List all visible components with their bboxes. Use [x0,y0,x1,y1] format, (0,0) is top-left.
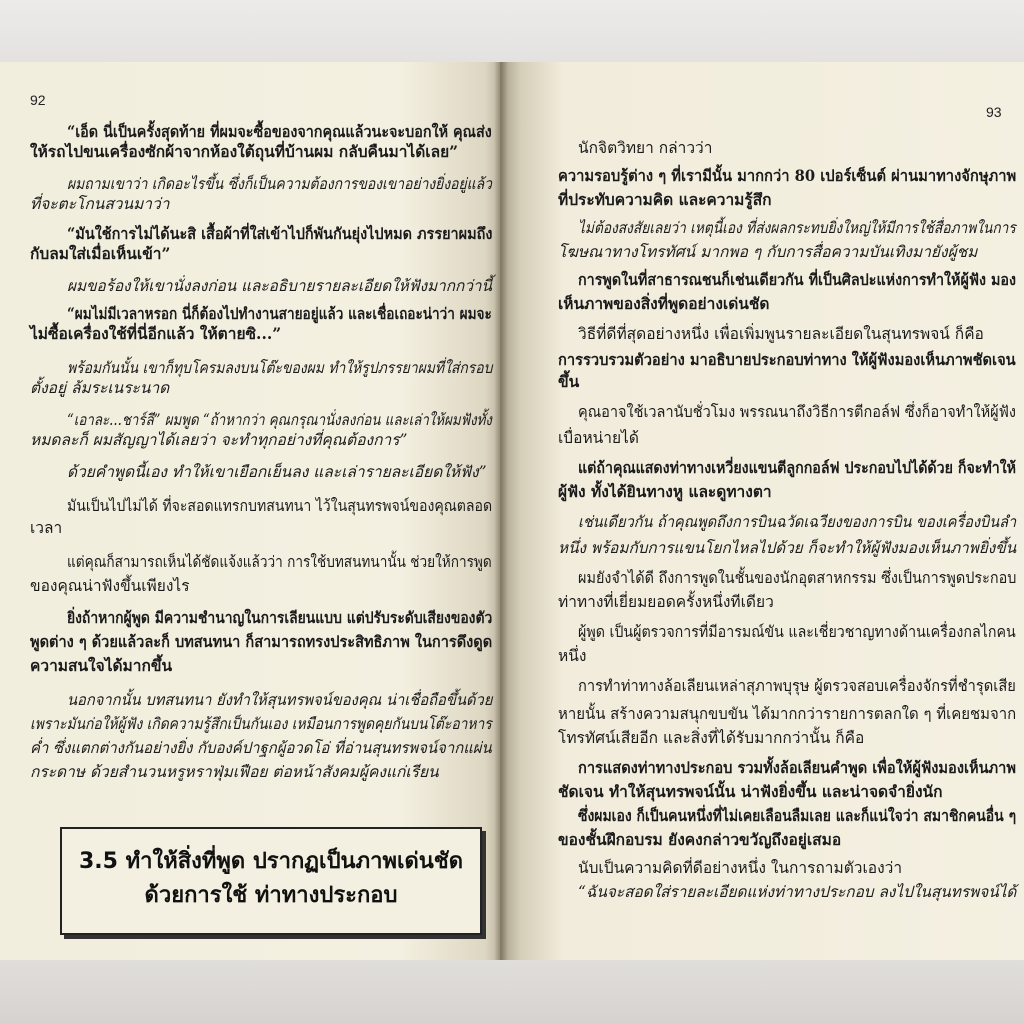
book-gutter [494,62,508,960]
right-text-line: ความรอบรู้ต่าง ๆ ที่เรามีนั้น มากกว่า 80 เปอร์เซ็นต์ ผ่านมาทางจักษุภาพ [558,166,1017,185]
left-text-line: ของคุณน่าฟังขึ้นเพียงไร [30,577,190,595]
left-text-line: เวลา [30,519,63,537]
left-text-line: มันเป็นไปไม่ได้ ที่จะสอดแทรกบทสนทนา ไว้ในสุนทรพจน์ของคุณตลอด [67,497,493,515]
right-text-line: นับเป็นความคิดที่ดีอย่างหนึ่ง ในการถามตัวเองว่า [578,859,903,877]
right-text-line: เบื่อหน่ายได้ [558,429,639,447]
right-text-line: การแสดงท่าทางประกอบ รวมทั้งล้อเลียนคำพูด เพื่อให้ผู้ฟังมองเห็นภาพ [578,758,1017,777]
right-text-line: ซึ่งผมเอง ก็เป็นคนหนึ่งที่ไม่เคยเลือนลืมเลย และก็แน่ใจว่า สมาชิกคนอื่น ๆ [578,806,1017,825]
page-number-right: 93 [986,104,1002,120]
right-text-line: ไม่ต้องสงสัยเลยว่า เหตุนี้เอง ที่ส่งผลกระทบยิ่งใหญ่ให้มีการใช้สื่อภาพในการ [578,219,1016,237]
left-text-line: ตั้งอยู่ ล้มระเนระนาด [30,379,170,397]
right-text-line: ผู้พูด เป็นผู้ตรวจการที่มีอารมณ์ขัน และเชี่ยวชาญทางด้านเครื่องกลไกคน [578,623,1016,641]
table-surface-bottom [0,960,1024,1024]
left-text-line: ผมขอร้องให้เขานั่งลงก่อน และอธิบายรายละเอียดให้ฟังมากกว่านี้ [67,277,492,295]
right-text-line: โทรทัศน์เสียอีก และสิ่งที่ได้รับมากกว่านั้น ก็คือ [558,729,865,747]
right-text-line: ท่าทางที่เยี่ยมยอดครั้งหนึ่งทีเดียว [558,593,774,611]
table-surface-top [0,0,1024,62]
left-text-line: ผมถามเขาว่า เกิดอะไรขึ้น ซึ่งก็เป็นความต้องการของเขาอย่างยิ่งอยู่แล้ว [67,175,492,193]
left-text-line: “เอาละ...ชาร์ลี” ผมพูด “ถ้าหากว่า คุณกรุณานั่งลงก่อน และเล่าให้ผมฟังทั้ง [67,411,492,429]
right-text-line: การทำท่าทางล้อเลียนเหล่าสุภาพบุรุษ ผู้ตรวจสอบเครื่องจักรที่ชำรุดเสีย [578,677,1016,695]
right-text-line: หนึ่ง [558,647,587,665]
right-text-line: ที่ประทับความคิด และความรู้สึก [558,190,772,209]
left-page [0,62,500,960]
right-text-line: การรวบรวมตัวอย่าง มาอธิบายประกอบท่าทาง ให้ผู้ฟังมองเห็นภาพชัดเจน [558,350,1016,369]
right-text-line: ผมยังจำได้ดี ถึงการพูดในชั้นของนักอุตสาหกรรม ซึ่งเป็นการพูดประกอบ [578,569,1017,587]
right-text-line: ชัดเจน ทำให้สุนทรพจน์นั้น น่าฟังยิ่งขึ้น และน่าจดจำยิ่งนัก [558,782,943,801]
right-text-line: วิธีที่ดีที่สุดอย่างหนึ่ง เพื่อเพิ่มพูนรายละเอียดในสุนทรพจน์ ก็คือ [578,325,984,343]
right-text-line: โฆษณาทางโทรทัศน์ มากพอ ๆ กับการสื่อความบันเทิงมายังผู้ชม [558,243,978,261]
left-text-line: “เอ็ด นี่เป็นครั้งสุดท้าย ที่ผมจะซื้อของจากคุณแล้วนะจะบอกให้ คุณส่ง [67,122,492,141]
left-text-line: ยิ่งถ้าหากผู้พูด มีความชำนาญในการเลียนแบบ แต่ปรับระดับเสียงของตัว [67,608,493,627]
right-text-line: ผู้ฟัง ทั้งได้ยินทางหู และดูทางตา [558,482,772,501]
section-heading-line-2: ด้วยการใช้ ท่าทางประกอบ [144,883,398,908]
right-text-line: ของชั้นฝึกอบรม ยังคงกล่าวขวัญถึงอยู่เสมอ [558,830,842,849]
left-text-line: “มันใช้การไม่ได้นะสิ เสื้อผ้าที่ใส่เข้าไปก็พันกันยุ่งไปหมด ภรรยาผมถึง [67,224,493,243]
right-text-line: คุณอาจใช้เวลานับชั่วโมง พรรณนาถึงวิธีการตีกอล์ฟ ซึ่งก็อาจทำให้ผู้ฟัง [578,403,1017,421]
section-heading-line-1: 3.5 ทำให้สิ่งที่พูด ปรากฏเป็นภาพเด่นชัด [78,849,464,874]
right-text-line: หนึ่ง พร้อมกับการแขนโยกไหลไปด้วย ก็จะทำให้ผู้ฟังมองเห็นภาพยิ่งขึ้น [558,539,1017,557]
left-text-line: ที่จะตะโกนสวนมาว่า [30,195,170,213]
right-text-line: เช่นเดียวกัน ถ้าคุณพูดถึงการบินฉวัดเฉวียงของการบิน ของเครื่องบินลำ [578,513,1017,531]
left-text-line: นอกจากนั้น บทสนทนา ยังทำให้สุนทรพจน์ของคุณ น่าเชื่อถือขึ้นด้วย [67,691,493,709]
left-text-line: พูดต่าง ๆ ด้วยแล้วละก็ บทสนทนา ก็สามารถทรงประสิทธิภาพ ในการดึงดูด [30,632,493,651]
right-text-line: “ฉันจะสอดใส่รายละเอียดแห่งท่าทางประกอบ ลงไปในสุนทรพจน์ได้ [578,883,1017,901]
left-text-line: ให้รถไปขนเครื่องซักผ้าจากห้องใต้ถุนที่บ้านผม กลับคืนมาได้เลย” [30,142,459,161]
right-text-line: นักจิตวิทยา กล่าวว่า [578,139,713,157]
left-text-line: ค่ำ ซึ่งแตกต่างกันอย่างยิ่ง กับองค์ปาฐกผู้อวดโอ่ ที่อ่านสุนทรพจน์จากแผ่น [30,739,492,757]
left-text-line: ความสนใจได้มากขึ้น [30,656,173,675]
section-heading-box [60,827,482,935]
left-text-line: หมดละก็ ผมสัญญาได้เลยว่า จะทำทุกอย่างที่คุณต้องการ” [30,431,408,449]
left-text-line: กระดาษ ด้วยสำนวนหรูหราฟุ่มเฟือย ต่อหน้าสังคมผู้คงแก่เรียน [30,763,439,781]
right-text-line: หายนั้น สร้างความสนุกขบขัน ได้มากกว่ารายการตลกใด ๆ ที่เคยชมจาก [558,705,1017,723]
right-text-line: การพูดในที่สาธารณชนก็เช่นเดียวกัน ที่เป็นศิลปะแห่งการทำให้ผู้ฟัง มอง [578,270,1016,289]
right-page [500,62,1024,960]
left-text-line: “ผมไม่มีเวลาหรอก นี่ก็ต้องไปทำงานสายอยู่แล้ว และเชื่อเถอะน่าว่า ผมจะ [67,304,492,323]
right-text-line: แต่ถ้าคุณแสดงท่าทางเหวี่ยงแขนตีลูกกอล์ฟ ประกอบไปได้ด้วย ก็จะทำให้ [578,458,1017,477]
left-text-line: เพราะมันก่อให้ผู้ฟัง เกิดความรู้สึกเป็นกันเอง เหมือนการพูดคุยกันบนโต๊ะอาหาร [30,715,492,733]
left-text-line: แต่คุณก็สามารถเห็นได้ชัดแจ้งแล้วว่า การใช้บทสนทนานั้น ช่วยให้การพูด [67,553,492,571]
page-number-left: 92 [30,92,46,108]
right-text-line: เห็นภาพของสิ่งที่พูดอย่างเด่นชัด [558,294,770,313]
left-text-line: กับลมใส่เมื่อเห็นเข้า” [30,244,171,263]
left-text-line: ไม่ซื้อเครื่องใช้ที่นี่อีกแล้ว ให้ตายซิ...” [30,324,282,343]
left-text-line: พร้อมกันนั้น เขาก็ทุบโครมลงบนโต๊ะของผม ทำให้รูปภรรยาผมที่ใส่กรอบ [67,359,493,377]
right-text-line: ขึ้น [558,372,580,391]
left-text-line: ด้วยคำพูดนี้เอง ทำให้เขาเยือกเย็นลง และเล่ารายละเอียดให้ฟัง” [67,463,487,481]
